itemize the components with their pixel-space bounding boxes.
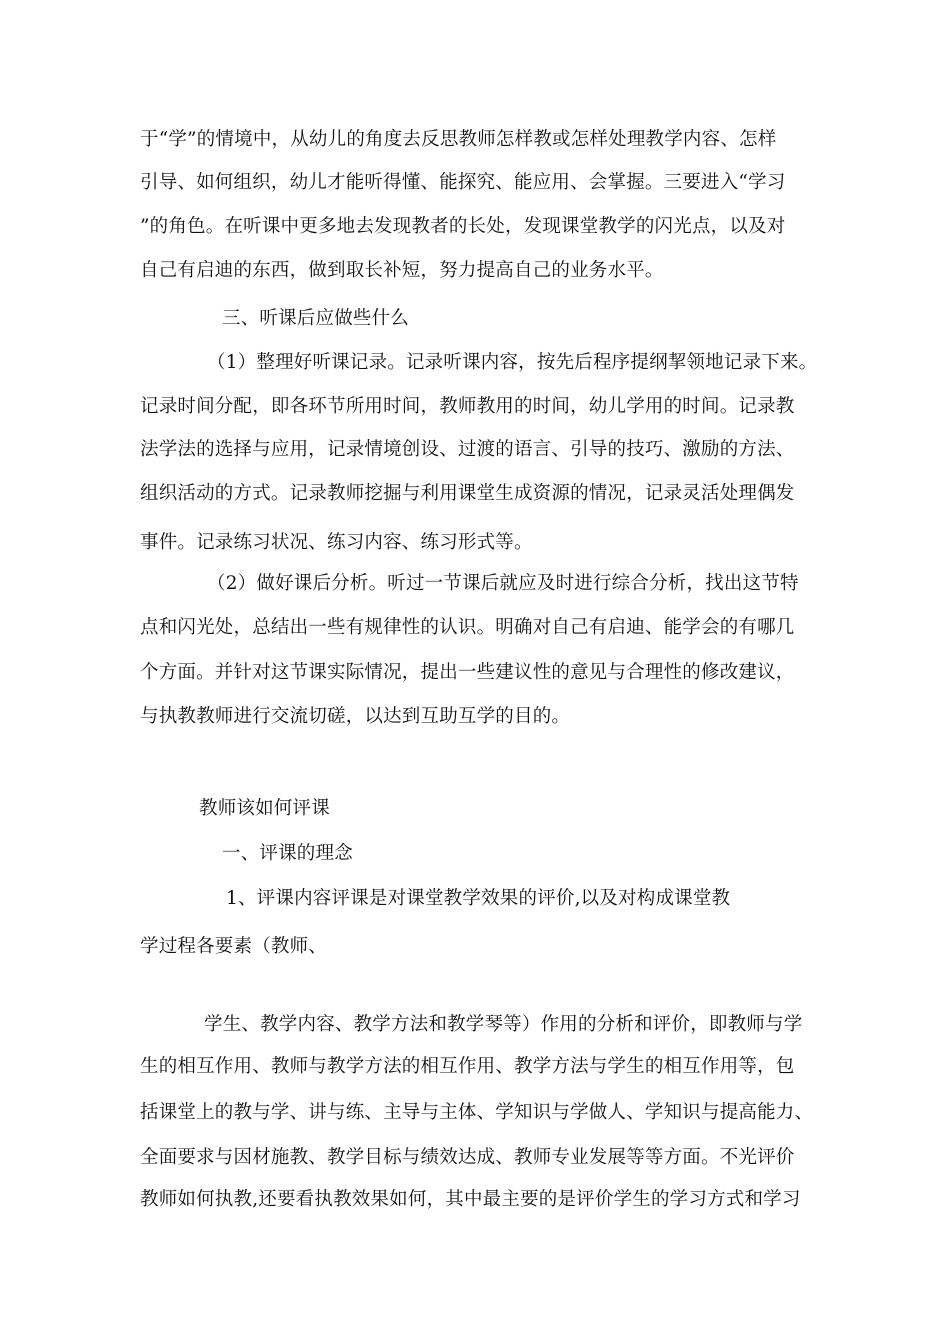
paragraph-start-line: 学生、教学内容、教学方法和教学琴等）作用的分析和评价，即教师与学 (204, 1014, 803, 1035)
paragraph-start-line: （2）做好课后分析。听过一节课后就应及时进行综合分析，找出这节特 (207, 573, 799, 594)
section-heading: 一、评课的理念 (222, 843, 353, 864)
section-heading: 三、听课后应做些什么 (222, 308, 410, 329)
article-title: 教师该如何评课 (199, 798, 330, 819)
body-text-line: 自己有启迪的东西，做到取长补短，努力提高自己的业务水平。 (140, 260, 664, 281)
body-text-line: 学过程各要素（教师、 (140, 936, 328, 957)
body-text-line: 点和闪光处，总结出一些有规律性的认识。明确对自己有启迪、能学会的有哪几 (140, 617, 795, 638)
paragraph-start-line: 1、评课内容评课是对课堂教学效果的评价,以及对构成课堂教 (226, 888, 731, 909)
body-text-line: 引导、如何组织，幼儿才能听得懂、能探究、能应用、会掌握。三要进入“学习 (140, 172, 786, 193)
body-text-line: 教师如何执教,还要看执教效果如何，其中最主要的是评价学生的学习方式和学习 (140, 1189, 801, 1210)
body-text-line: 与执教教师进行交流切磋，以达到互助互学的目的。 (140, 706, 571, 727)
body-text-line: 事件。记录练习状况、练习内容、练习形式等。 (140, 532, 533, 553)
body-text-line: 括课堂上的教与学、讲与练、主导与主体、学知识与学做人、学知识与提高能力、 (140, 1102, 814, 1123)
body-text-line: 于“学”的情境中，从幼儿的角度去反思教师怎样教或怎样处理教学内容、怎样 (140, 129, 777, 150)
body-text-line: 生的相互作用、教师与教学方法的相互作用、教学方法与学生的相互作用等，包 (140, 1056, 795, 1077)
body-text-line: 全面要求与因材施教、教学目标与绩效达成、教师专业发展等等方面。不光评价 (140, 1147, 795, 1168)
body-text-line: 法学法的选择与应用，记录情境创设、过渡的语言、引导的技巧、激励的方法、 (140, 439, 795, 460)
body-text-line: ”的角色。在听课中更多地去发现教者的长处，发现课堂教学的闪光点，以及对 (140, 216, 786, 237)
body-text-line: 组织活动的方式。记录教师挖掘与利用课堂生成资源的情况，记录灵活处理偶发 (140, 483, 795, 504)
body-text-line: 个方面。并针对这节课实际情况，提出一些建议性的意见与合理性的修改建议， (140, 662, 795, 683)
paragraph-start-line: （1）整理好听课记录。记录听课内容，按先后程序提纲挈领地记录下来。 (207, 352, 818, 373)
body-text-line: 记录时间分配，即各环节所用时间，教师教用的时间，幼儿学用的时间。记录教 (140, 396, 795, 417)
